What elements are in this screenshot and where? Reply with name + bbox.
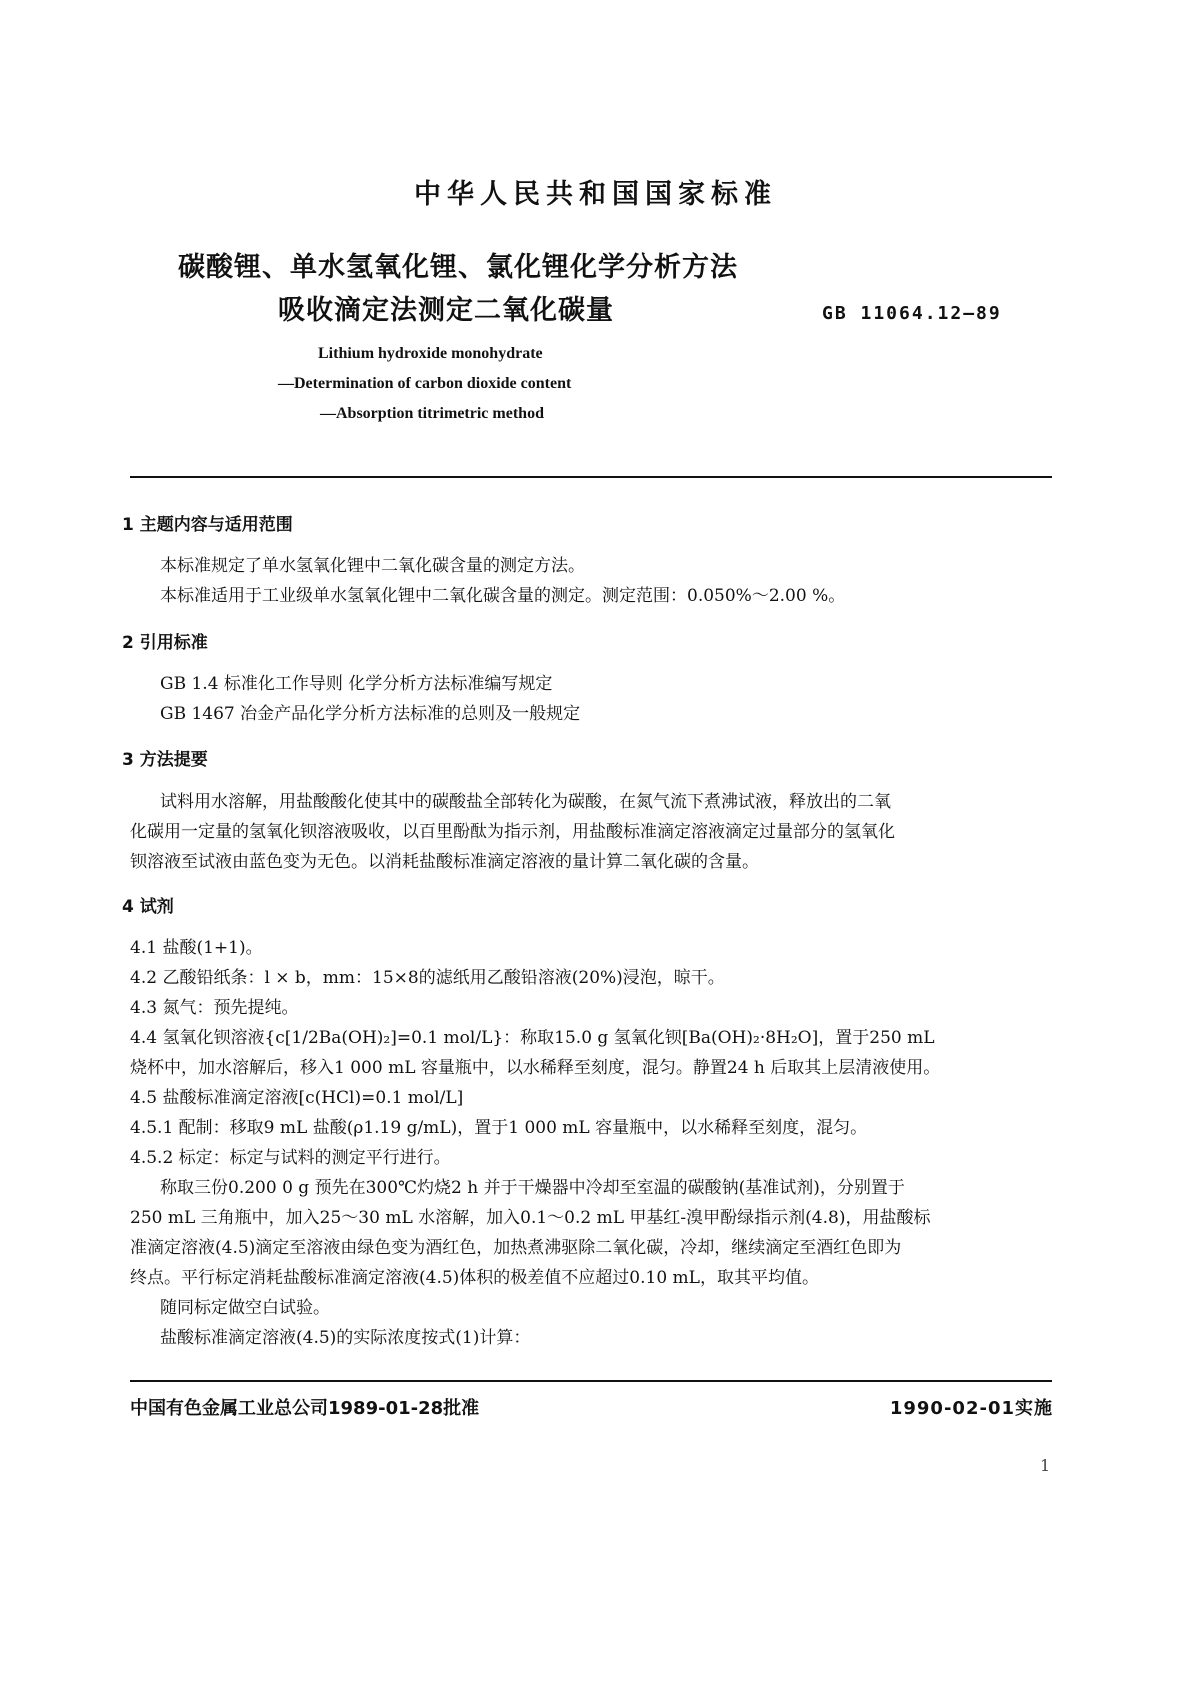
standard-code: GB 11064.12—89 xyxy=(822,303,1002,324)
footer-divider xyxy=(130,1380,1052,1382)
procedure-line-1: 称取三份0.200 0 g 预先在300℃灼烧2 h 并于干燥器中冷却至室温的碳酸钠(基准试剂)，分别置于 xyxy=(160,1178,905,1198)
section-3-line-1: 试料用水溶解，用盐酸酸化使其中的碳酸盐全部转化为碳酸，在氮气流下煮沸试液，释放出的二氧 xyxy=(160,792,891,812)
procedure-line-4: 终点。平行标定消耗盐酸标准滴定溶液(4.5)体积的极差值不应超过0.10 mL，取其平均值。 xyxy=(130,1268,819,1288)
section-1-paragraph-1: 本标准规定了单水氢氧化锂中二氧化碳含量的测定方法。 xyxy=(160,556,585,576)
section-3-line-2: 化碳用一定量的氢氧化钡溶液吸收，以百里酚酞为指示剂，用盐酸标准滴定溶液滴定过量部分的氢氧化 xyxy=(130,822,895,842)
reagent-4-5: 4.5 盐酸标准滴定溶液[c(HCl)=0.1 mol/L] xyxy=(130,1088,464,1108)
procedure-line-3: 准滴定溶液(4.5)滴定至溶液由绿色变为酒红色，加热煮沸驱除二氧化碳，冷却，继续滴定至酒红色即为 xyxy=(130,1238,902,1258)
reagent-4-5-2: 4.5.2 标定：标定与试料的测定平行进行。 xyxy=(130,1148,451,1168)
reagent-4-1: 4.1 盐酸(1+1)。 xyxy=(130,938,263,958)
blank-test-note: 随同标定做空白试验。 xyxy=(160,1298,330,1318)
procedure-line-2: 250 mL 三角瓶中，加入25～30 mL 水溶解，加入0.1～0.2 mL 甲基红-溴甲酚绿指示剂(4.8)，用盐酸标 xyxy=(130,1208,931,1228)
national-standard-label: 中华人民共和国国家标准 xyxy=(414,179,777,210)
section-1-heading: 1 主题内容与适用范围 xyxy=(122,515,293,535)
section-3-heading: 3 方法提要 xyxy=(122,750,208,770)
reference-gb-1467: GB 1467 冶金产品化学分析方法标准的总则及一般规定 xyxy=(160,704,581,724)
english-title-line-3: —Absorption titrimetric method xyxy=(320,405,544,422)
title-line-2: 吸收滴定法测定二氧化碳量 xyxy=(278,295,614,326)
effective-date: 1990-02-01实施 xyxy=(889,1398,1053,1419)
approval-info: 中国有色金属工业总公司1989-01-28批准 xyxy=(130,1398,480,1419)
section-3-line-3: 钡溶液至试液由蓝色变为无色。以消耗盐酸标准滴定溶液的量计算二氧化碳的含量。 xyxy=(130,852,759,872)
reagent-4-3: 4.3 氮气：预先提纯。 xyxy=(130,998,299,1018)
reagent-4-2: 4.2 乙酸铅纸条：l × b，mm：15×8的滤纸用乙酸铅溶液(20%)浸泡，晾干。 xyxy=(130,968,725,988)
reagent-4-5-1: 4.5.1 配制：移取9 mL 盐酸(ρ1.19 g/mL)，置于1 000 mL 容量瓶中，以水稀释至刻度，混匀。 xyxy=(130,1118,868,1138)
header-divider xyxy=(130,476,1052,478)
section-1-paragraph-2: 本标准适用于工业级单水氢氧化锂中二氧化碳含量的测定。测定范围：0.050%～2.00 %。 xyxy=(160,586,846,606)
section-2-heading: 2 引用标准 xyxy=(122,633,208,653)
calculation-intro: 盐酸标准滴定溶液(4.5)的实际浓度按式(1)计算： xyxy=(160,1328,531,1348)
reagent-4-4-line-2: 烧杯中，加水溶解后，移入1 000 mL 容量瓶中，以水稀释至刻度，混匀。静置24 h 后取其上层清液使用。 xyxy=(130,1058,941,1078)
reference-gb-1-4: GB 1.4 标准化工作导则 化学分析方法标准编写规定 xyxy=(160,674,553,694)
english-title-line-2: —Determination of carbon dioxide content xyxy=(278,375,572,392)
section-4-heading: 4 试剂 xyxy=(122,897,174,917)
english-title-line-1: Lithium hydroxide monohydrate xyxy=(318,345,543,362)
title-line-1: 碳酸锂、单水氢氧化锂、氯化锂化学分析方法 xyxy=(178,252,738,283)
reagent-4-4-line-1: 4.4 氢氧化钡溶液{c[1/2Ba(OH)₂]=0.1 mol/L}：称取15.0 g 氢氧化钡[Ba(OH)₂·8H₂O]，置于250 mL xyxy=(130,1028,935,1048)
page-number: 1 xyxy=(1040,1456,1051,1475)
